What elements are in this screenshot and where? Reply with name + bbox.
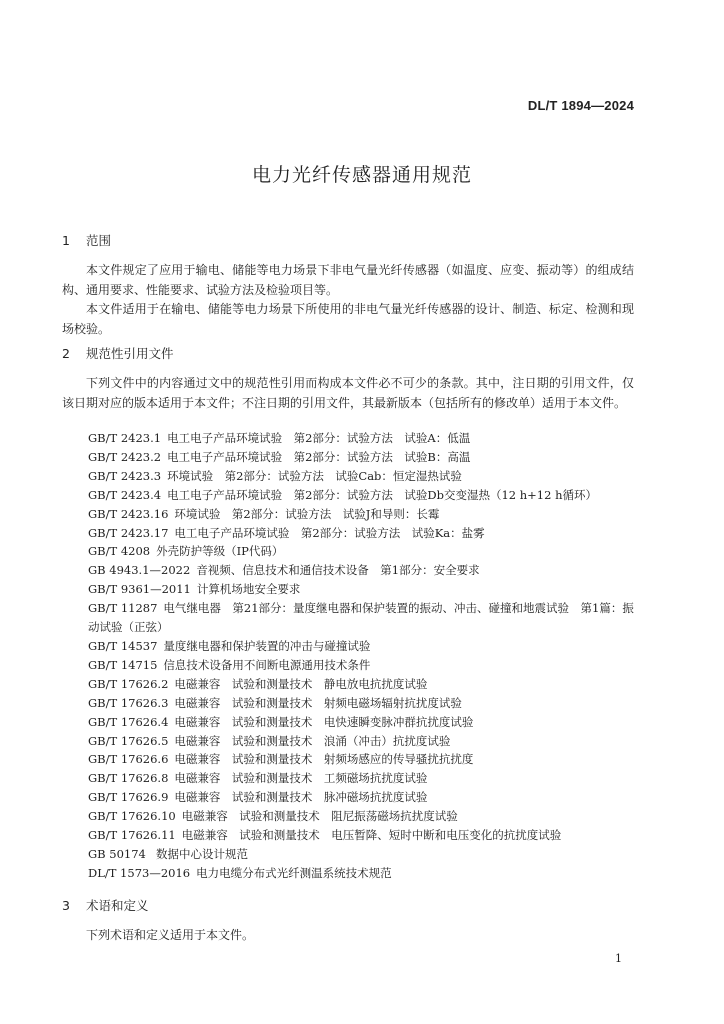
reference-code: GB/T 17626.5	[88, 733, 169, 748]
section-title: 术语和定义	[85, 898, 149, 913]
reference-code: GB/T 17626.6	[88, 752, 169, 767]
reference-item	[88, 732, 636, 751]
section-3-heading	[62, 896, 149, 914]
reference-code: GB/T 14537	[88, 638, 158, 653]
reference-title: 电磁兼容 试验和测量技术 脉冲磁场抗扰度试验	[174, 790, 428, 805]
reference-title: 环境试验 第2部分：试验方法 试验Cab：恒定湿热试验	[167, 468, 462, 483]
reference-title: 电磁兼容 试验和测量技术 射频场感应的传导骚扰抗扰度	[174, 752, 474, 767]
reference-code: GB/T 2423.16	[88, 506, 169, 521]
reference-item	[88, 656, 636, 675]
reference-code: GB 4943.1—2022	[88, 563, 191, 578]
reference-title: 电磁兼容 试验和测量技术 工频磁场抗扰度试验	[174, 771, 428, 786]
reference-code: GB/T 9361—2011	[88, 582, 191, 597]
reference-title: 信息技术设备用不间断电源通用技术条件	[163, 657, 371, 672]
section-number: 3	[62, 898, 70, 913]
reference-item	[88, 542, 636, 561]
reference-code: GB/T 4208	[88, 544, 151, 559]
reference-title: 电工电子产品环境试验 第2部分：试验方法 试验A：低温	[167, 431, 471, 445]
reference-title: 电工电子产品环境试验 第2部分：试验方法 试验Db交变湿热（12 h+12 h循环）	[167, 487, 597, 502]
reference-title: 电工电子产品环境试验 第2部分：试验方法 试验B：高温	[167, 449, 471, 464]
section-2-paragraph-1: 下列文件中的内容通过文中的规范性引用而构成本文件必不可少的条款。其中，注日期的引用文件，仅该日期对应的版本适用于本文件；不注日期的引用文件，其最新版本（包括所有的修改单）适用于本文件。	[62, 376, 634, 410]
reference-code: GB/T 2423.17	[88, 525, 169, 540]
reference-code: GB/T 2423.4	[88, 487, 162, 502]
reference-item	[88, 467, 636, 486]
reference-title: 电磁兼容 试验和测量技术 电压暂降、短时中断和电压变化的抗扰度试验	[181, 828, 562, 843]
reference-code: GB/T 17626.2	[88, 676, 169, 691]
reference-code: GB/T 2423.2	[88, 449, 162, 464]
reference-item	[88, 675, 636, 694]
reference-title: 电磁兼容 试验和测量技术 电快速瞬变脉冲群抗扰度试验	[174, 714, 474, 729]
reference-title: 电磁兼容 试验和测量技术 阻尼振荡磁场抗扰度试验	[181, 809, 458, 824]
reference-item	[88, 750, 636, 769]
reference-item	[88, 864, 636, 883]
reference-title: 电气继电器 第21部分：量度继电器和保护装置的振动、冲击、碰撞和地震试验 第1篇：振动试验（正弦）	[88, 601, 634, 635]
reference-code: GB/T 11287	[88, 601, 158, 616]
section-number: 1	[62, 233, 70, 248]
section-number: 2	[62, 346, 70, 361]
reference-title: 电磁兼容 试验和测量技术 浪涌（冲击）抗扰度试验	[174, 733, 451, 748]
reference-title: 电工电子产品环境试验 第2部分：试验方法 试验Ka：盐雾	[174, 525, 485, 540]
reference-item	[88, 694, 636, 713]
reference-item	[62, 599, 636, 637]
reference-code: GB/T 17626.3	[88, 695, 169, 710]
reference-item	[88, 826, 636, 845]
reference-item	[88, 505, 636, 524]
reference-item	[88, 580, 636, 599]
section-1-paragraph-1: 本文件规定了应用于输电、储能等电力场景下非电气量光纤传感器（如温度、应变、振动等）的组成结构、通用要求、性能要求、试验方法及检验项目等。	[62, 263, 634, 297]
reference-title: 音视频、信息技术和通信技术设备 第1部分：安全要求	[196, 563, 480, 578]
reference-code: GB/T 17626.8	[88, 771, 169, 786]
reference-item	[88, 713, 636, 732]
reference-title: 外壳防护等级（IP代码）	[156, 544, 284, 559]
reference-title: 计算机场地安全要求	[196, 582, 301, 597]
section-3-paragraph-1: 下列术语和定义适用于本文件。	[86, 928, 255, 942]
reference-code: GB/T 2423.1	[88, 431, 162, 445]
section-1-heading	[62, 231, 111, 249]
reference-code: DL/T 1573—2016	[88, 865, 191, 880]
reference-item	[88, 807, 636, 826]
doc-code: DL/T 1894—2024	[527, 98, 634, 113]
reference-item	[88, 845, 636, 864]
reference-item	[88, 788, 636, 807]
reference-code: GB/T 17626.11	[88, 828, 176, 843]
reference-title: 电力电缆分布式光纤测温系统技术规范	[196, 865, 392, 880]
reference-item	[88, 486, 636, 505]
reference-code: GB/T 17626.9	[88, 790, 169, 805]
reference-item	[88, 524, 636, 543]
reference-item	[88, 637, 636, 656]
page-title: 电力光纤传感器通用规范	[251, 164, 472, 186]
section-title: 范围	[85, 233, 111, 248]
reference-title: 电磁兼容 试验和测量技术 静电放电抗扰度试验	[174, 676, 428, 691]
reference-title: 数据中心设计规范	[156, 846, 248, 861]
reference-code: GB/T 17626.4	[88, 714, 169, 729]
reference-code: GB/T 17626.10	[88, 809, 176, 824]
reference-item	[88, 429, 636, 448]
section-2-heading	[62, 344, 174, 362]
reference-list	[88, 429, 636, 883]
reference-title: 量度继电器和保护装置的冲击与碰撞试验	[163, 638, 371, 653]
reference-item	[88, 448, 636, 467]
page-number: 1	[615, 952, 622, 965]
reference-code: GB/T 2423.3	[88, 468, 162, 483]
reference-title: 环境试验 第2部分：试验方法 试验J和导则：长霉	[174, 506, 440, 521]
reference-title: 电磁兼容 试验和测量技术 射频电磁场辐射抗扰度试验	[174, 695, 462, 710]
reference-item	[88, 769, 636, 788]
section-title: 规范性引用文件	[85, 346, 174, 361]
section-1-paragraph-2: 本文件适用于在输电、储能等电力场景下所使用的非电气量光纤传感器的设计、制造、标定、检测和现场校验。	[62, 302, 634, 336]
reference-code: GB/T 14715	[88, 657, 158, 672]
reference-code: GB 50174	[88, 846, 146, 861]
reference-item	[88, 561, 636, 580]
